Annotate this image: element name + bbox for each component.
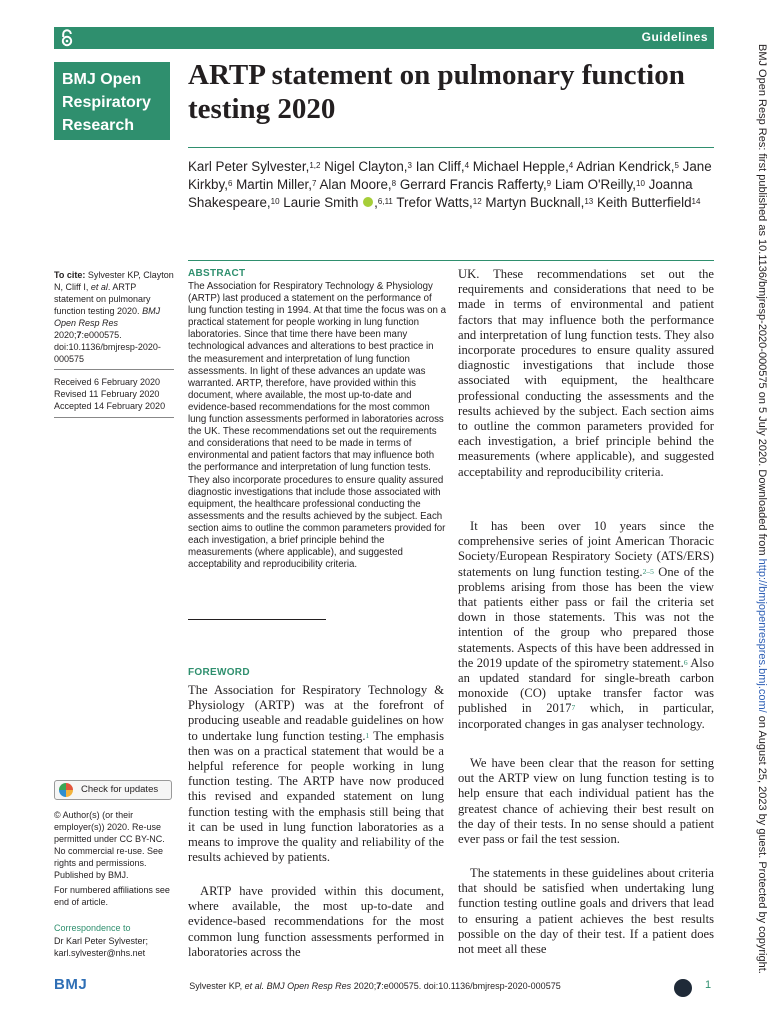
margin-text: BMJ Open Resp Res: first published as 10.1136/bmjresp-2020-000575 on 5 July 2020. Downloaded from [756, 44, 768, 559]
check-for-updates-label: Check for updates [81, 784, 159, 795]
author-name[interactable]: Laurie Smith [279, 195, 363, 210]
author-name[interactable]: , [374, 195, 378, 210]
margin-text: on August 25, 2023 by guest. Protected by copyright. [756, 712, 768, 974]
author-name[interactable]: Martyn Bucknall, [481, 195, 585, 210]
author-name[interactable]: Alan Moore, [316, 177, 392, 192]
affiliation-ref: 10 [270, 197, 280, 206]
affiliation-ref: 5 [674, 161, 679, 170]
correspondence-name: Dr Karl Peter Sylvester; [54, 936, 149, 946]
cite-label: To cite: [54, 270, 86, 280]
section-tag: Guidelines [641, 30, 708, 44]
download-margin-note [738, 44, 768, 984]
affiliation-ref: 3 [407, 161, 412, 170]
publisher-seal-icon [674, 979, 692, 997]
section-bar [54, 27, 714, 49]
accepted-date: Accepted 14 February 2020 [54, 401, 166, 411]
orcid-icon[interactable] [363, 197, 373, 207]
check-for-updates-button[interactable] [54, 780, 172, 800]
revised-date: Revised 11 February 2020 [54, 389, 160, 399]
footer-citation [160, 981, 590, 991]
cite-etal: et al [90, 282, 108, 292]
affiliations-note: For numbered affiliations see end of article. [54, 885, 170, 907]
foreword-heading: FOREWORD [188, 667, 250, 678]
body-paragraph [458, 519, 714, 732]
sidebar-divider [54, 417, 174, 418]
journal-line: Respiratory [62, 94, 151, 111]
affiliation-ref: 8 [391, 179, 397, 188]
author-name[interactable]: Keith Butterfield [593, 195, 692, 210]
affiliation-ref: 9 [546, 179, 552, 188]
affiliation-ref: 7 [312, 179, 317, 188]
paragraph-text: It has been over 10 years since the comprehensive series of joint American Thoracic Society/European Respiratory Society (ATS/ERS) statements on lung function testing. [458, 519, 714, 579]
sidebar-divider [54, 369, 174, 370]
foreword-paragraph [188, 683, 444, 865]
journal-logo[interactable] [54, 62, 170, 140]
paragraph-text: which, in particular, incorporated changes in gas analyser technology. [458, 701, 714, 731]
footer-volume: 7 [376, 981, 382, 991]
author-name[interactable]: Martin Miller, [232, 177, 313, 192]
author-name[interactable]: Michael Hepple, [469, 159, 569, 174]
affiliation-ref: 1,2 [309, 161, 321, 170]
affiliation-ref: 6 [227, 179, 233, 188]
author-name[interactable]: Liam O'Reilly, [551, 177, 637, 192]
affiliation-ref: 6,11 [377, 197, 393, 206]
paragraph-text: Also an updated standard for single-breath carbon monoxide (CO) uptake transfer factor was published in 2017 [458, 655, 714, 716]
reference-link[interactable]: 1 [365, 730, 370, 740]
reference-link[interactable]: 6 [683, 657, 688, 667]
foreword-paragraph: ARTP have provided within this document, where available, the most up-to-date and evidence-based recommendations for the most common lung function assessments performed in laboratories across the [188, 884, 444, 959]
paragraph-text: The Association for Respiratory Technology & Physiology (ARTP) was at the forefront of producing useable and readable guidelines on how to undertake lung function testing. [188, 683, 444, 743]
author-name[interactable]: Joanna Shakespeare, [188, 177, 693, 210]
reference-link[interactable]: 2–5 [642, 566, 654, 576]
cite-text: Sylvester KP, Clayton N, Cliff I, [54, 270, 174, 292]
affiliation-ref: 10 [636, 179, 645, 188]
footer-text: Sylvester KP, [189, 981, 245, 991]
crossmark-icon [59, 783, 73, 797]
paragraph-text: One of the problems arising from those has been the view that patients either pass or fail the criteria set down in those statements. This was not the intention of the group who prepared those statements. Aspects of this have been addressed in the 2019 update of the spirometry statement. [458, 564, 715, 670]
author-name[interactable]: Jane Kirkby, [188, 159, 712, 192]
cite-journal: BMJ Open Resp Res [54, 306, 161, 328]
cite-doi: :e000575. doi:10.1136/bmjresp-2020-000575 [54, 330, 161, 364]
footer-doi: :e000575. doi:10.1136/bmjresp-2020-000575 [381, 981, 561, 991]
author-list [188, 158, 718, 212]
correspondence-email[interactable]: karl.sylvester@nhs.net [54, 948, 146, 958]
paragraph-text: The emphasis then was on a practical statement that would be a helpful reference for people working in lung function testing. The ARTP have now produced this revised and expanded statement on lung function testing with the emphasis still being that it can be used in lung function laboratories as a means to improve the quality and reliability of the results achieved by patients. [188, 728, 444, 865]
affiliation-ref: 4 [568, 161, 574, 170]
cite-volume: 7 [76, 330, 82, 340]
authors-divider [188, 260, 714, 261]
correspondence-heading: Correspondence to [54, 923, 131, 933]
abstract-text: The Association for Respiratory Technology & Physiology (ARTP) last produced a statement on the performance of lung function testing in 1994. At that time the focus was on a practical statement for people working in lung function laboratories. Since that time there have been many technological advances and alterations to best practice in the measurement and interpretation of lung function assessments. In light of these advances an update was warranted. ARTP, therefore, have provided within this document, where available, the most up-to-date and evidence-based recommendations for the most common lung function assessments performed in laboratories across the UK. These recommendations set out the requirements and considerations that need to be made in terms of environmental and patient factors that may influence both the performance and interpretation of lung function tests. They also incorporate procedures to ensure quality assured diagnostic investigations that include those associated with equipment, the healthcare professional conducting the assessments and the results achieved by the subject. Each section aims to outline the common parameters provided for each investigation, a brief principle behind the measurements (where applicable), and suggested acceptability and reproducibility criteria. [188, 281, 446, 571]
bmj-logo[interactable]: BMJ [54, 976, 88, 993]
abstract-divider [188, 619, 326, 620]
page-number: 1 [705, 979, 712, 991]
journal-line: BMJ Open [62, 71, 142, 88]
article-title: ARTP statement on pulmonary function testing 2020 [188, 59, 685, 125]
affiliation-ref: 14 [691, 197, 701, 206]
copyright-note: © Author(s) (or their employer(s)) 2020. Re-use permitted under CC BY-NC. No commercial re-use. See rights and permissions. Published by BMJ. [54, 810, 165, 880]
affiliation-ref: 12 [472, 197, 482, 206]
author-name[interactable]: Ian Cliff, [411, 159, 465, 174]
journal-url-link[interactable]: http://bmjopenrespres.bmj.com/ [756, 558, 768, 713]
journal-line: Research [62, 117, 135, 134]
author-name[interactable]: Trefor Watts, [392, 195, 473, 210]
author-name[interactable]: Gerrard Francis Rafferty, [396, 177, 547, 192]
dates-box [54, 376, 176, 412]
body-paragraph: The statements in these guidelines about criteria that should be satisfied when undertaking lung function testing outline goals and drivers that lead to ensuring a patient achieves the best results possible on the day of their test. If a patient does not meet all these [458, 866, 714, 957]
affiliation-ref: 13 [584, 197, 594, 206]
correspondence-box [54, 935, 179, 959]
footer-journal: et al. BMJ Open Resp Res [244, 981, 352, 991]
footer-text: 2020; [351, 981, 377, 991]
abstract-heading: ABSTRACT [188, 268, 246, 279]
affiliation-ref: 4 [464, 161, 470, 170]
reference-link[interactable]: 7 [571, 703, 576, 713]
author-name[interactable]: Karl Peter Sylvester, [188, 159, 310, 174]
author-name[interactable]: Nigel Clayton, [320, 159, 408, 174]
body-paragraph: We have been clear that the reason for setting out the ARTP view on lung function testing is to help ensure that each individual patient has the greatest chance of achieving their best result on the day of their tests. In no sense should a patient ever pass or fail the test session. [458, 756, 714, 847]
author-name[interactable]: Adrian Kendrick, [573, 159, 675, 174]
open-access-icon [60, 29, 74, 47]
received-date: Received 6 February 2020 [54, 377, 161, 387]
cite-text: 2020; [54, 330, 77, 340]
body-paragraph: UK. These recommendations set out the requirements and considerations that need to be made in terms of environmental and patient factors that may influence both the performance and interpretation of lung function tests. They also incorporate procedures to ensure quality assured diagnostic investigations that include those associated with equipment, the healthcare professional conducting the assessments and the results achieved by the subject. Each section aims to outline the common parameters provided for each investigation, a brief principle behind the measurements (where applicable), and suggested acceptability and reproducibility criteria. [458, 267, 714, 479]
title-divider [188, 147, 714, 148]
cite-text: . ARTP statement on pulmonary function testing 2020. [54, 282, 151, 316]
citation-box [54, 269, 176, 365]
